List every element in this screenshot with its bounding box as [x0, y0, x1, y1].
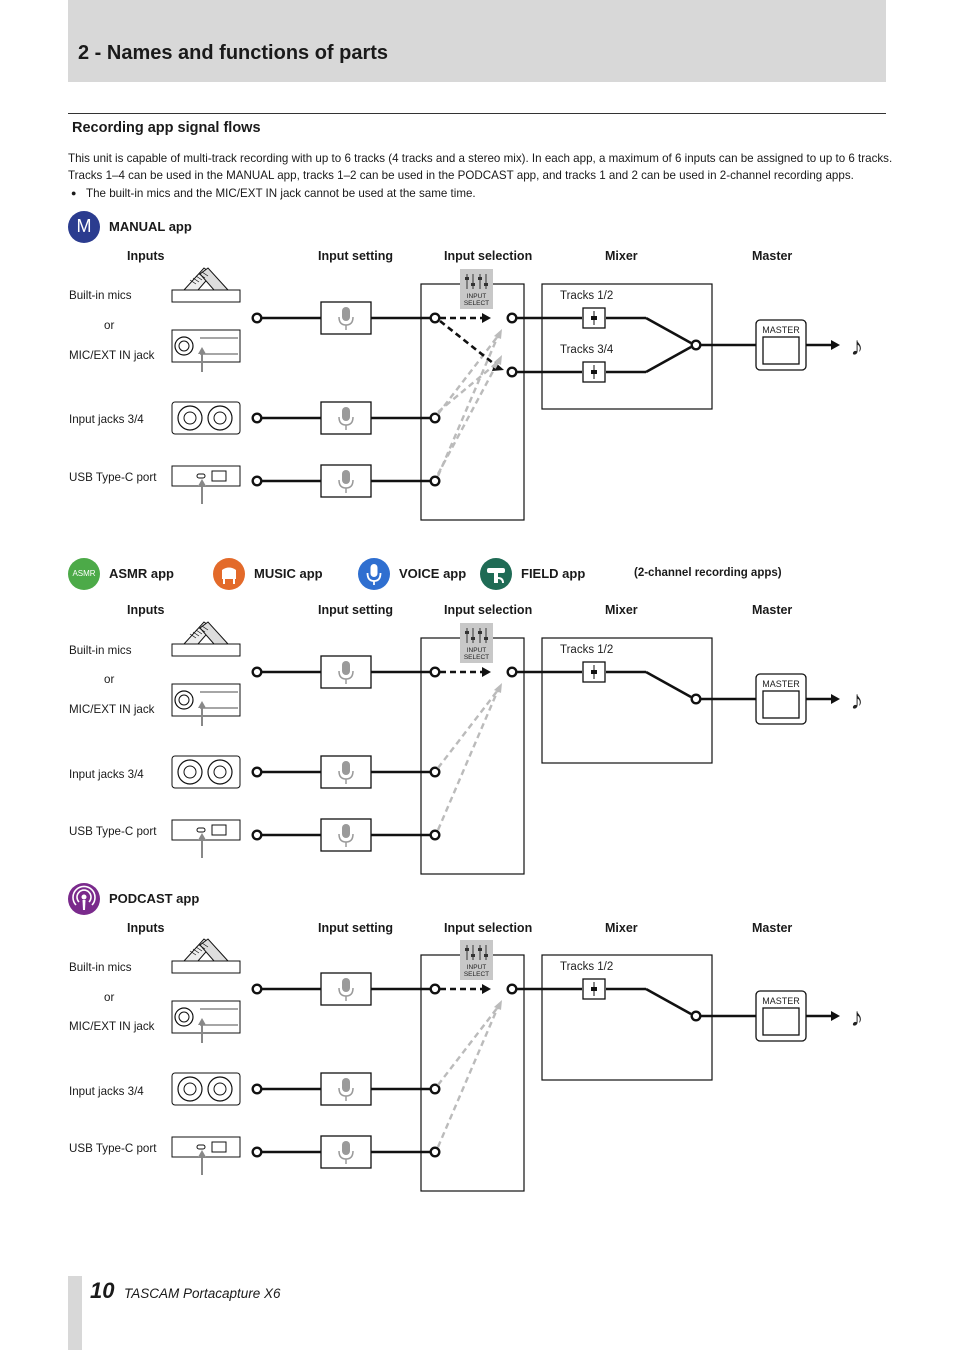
- fader-knob: [591, 370, 597, 374]
- m-glyph: M: [76, 216, 92, 236]
- col-mixer: Mixer: [605, 921, 638, 935]
- page-number: 10: [90, 1278, 115, 1303]
- label-builtin-mics: Built-in mics: [69, 961, 132, 974]
- col-input-selection: Input selection: [444, 249, 533, 263]
- selection-node: [431, 768, 440, 777]
- master-display: [763, 691, 799, 718]
- device-builtin-mics: [172, 644, 240, 656]
- col-inputs: Inputs: [127, 603, 165, 617]
- input-setting-box: [321, 973, 371, 1005]
- xy-mic-capsule: [200, 939, 228, 961]
- asmr-glyph: ASMR: [72, 569, 96, 578]
- input-select-glyph: [471, 954, 475, 957]
- xy-mic-capsule: [200, 622, 228, 644]
- combo-jack-inner: [214, 412, 226, 424]
- col-master: Master: [752, 249, 793, 263]
- input-setting-box: [321, 1136, 371, 1168]
- selection-node: [431, 314, 440, 323]
- input-select-label: SELECT: [463, 971, 490, 978]
- label-or: or: [104, 991, 115, 1004]
- output-arrow: [831, 1011, 840, 1021]
- combo-jack-inner: [214, 766, 226, 778]
- intro-line-1: This unit is capable of multi-track recording with up to 6 tracks (4 tracks and a stereo mix). In each app, a maximum of 6 inputs can be assigned to up to 6 tracks.: [68, 152, 893, 165]
- manual-app-label: MANUAL app: [109, 219, 192, 234]
- fader-knob: [591, 670, 597, 674]
- field-app-label: FIELD app: [521, 566, 586, 581]
- selection-node: [431, 414, 440, 423]
- selection-node: [431, 477, 440, 486]
- selection-node: [431, 1085, 440, 1094]
- track-node: [508, 985, 517, 994]
- intro-bullet: ● The built-in mics and the MIC/EXT IN jack cannot be used at the same time.: [68, 185, 928, 202]
- label-input-jacks: Input jacks 3/4: [69, 768, 144, 781]
- mic-icon: [342, 470, 350, 484]
- label-input-jacks: Input jacks 3/4: [69, 1085, 144, 1098]
- mixer-box: [542, 955, 712, 1080]
- input-node: [253, 668, 262, 677]
- selection-node: [431, 831, 440, 840]
- podcast-app-label: PODCAST app: [109, 891, 200, 906]
- col-input-selection: Input selection: [444, 921, 533, 935]
- device-builtin-mics: [172, 290, 240, 302]
- output-arrow: [831, 340, 840, 350]
- mic-icon: [342, 661, 350, 675]
- input-node: [253, 768, 262, 777]
- mic-icon: [342, 978, 350, 992]
- intro-line-2: Tracks 1–4 can be used in the MANUAL app, tracks 1–2 can be used in the PODCAST app, and tracks 1 and 2 can be used in 2-channel recording apps.: [68, 169, 854, 183]
- mic-icon: [342, 307, 350, 321]
- tracks-1-2-label: Tracks 1/2: [560, 644, 614, 656]
- input-select-glyph: [478, 631, 482, 634]
- output-arrow: [831, 694, 840, 704]
- xy-mic-capsule: [200, 268, 228, 290]
- xlr-jack-inner: [179, 695, 189, 705]
- input-select-glyph: [484, 637, 488, 640]
- col-master: Master: [752, 603, 793, 617]
- col-mixer: Mixer: [605, 603, 638, 617]
- label-mic-ext-in: MIC/EXT IN jack: [69, 349, 155, 362]
- col-mixer: Mixer: [605, 249, 638, 263]
- master-display: [763, 1008, 799, 1035]
- input-select-label: INPUT: [466, 293, 487, 300]
- device-usb-port: [172, 466, 240, 486]
- master-label: MASTER: [762, 996, 800, 1006]
- input-setting-box: [321, 819, 371, 851]
- selection-node: [431, 1148, 440, 1157]
- col-input-setting: Input setting: [318, 603, 393, 617]
- input-setting-box: [321, 756, 371, 788]
- col-input-selection: Input selection: [444, 603, 533, 617]
- mic-icon: [342, 407, 350, 421]
- device-usb-port: [172, 1137, 240, 1157]
- master-label: MASTER: [762, 325, 800, 335]
- mic-icon: [342, 1141, 350, 1155]
- label-usb: USB Type-C port: [69, 471, 157, 484]
- label-input-jacks: Input jacks 3/4: [69, 413, 144, 426]
- page-tab: [68, 1276, 82, 1350]
- input-select-glyph: [465, 631, 469, 634]
- tracks-1-2-label: Tracks 1/2: [560, 290, 614, 302]
- input-select-glyph: [484, 954, 488, 957]
- input-setting-box: [321, 1073, 371, 1105]
- input-select-label: SELECT: [463, 654, 490, 661]
- xlr-jack-inner: [179, 1012, 189, 1022]
- device-usb-port: [172, 820, 240, 840]
- input-node: [253, 831, 262, 840]
- mic-icon: [342, 1078, 350, 1092]
- master-display: [763, 337, 799, 364]
- combo-jack-inner: [214, 1083, 226, 1095]
- music-app-label: MUSIC app: [254, 566, 323, 581]
- label-or: or: [104, 319, 115, 332]
- music-note-icon: ♪: [850, 1002, 864, 1032]
- label-usb: USB Type-C port: [69, 825, 157, 838]
- device-builtin-mics: [172, 961, 240, 973]
- input-select-glyph: [484, 283, 488, 286]
- mic-icon: [342, 761, 350, 775]
- xlr-jack-inner: [179, 341, 189, 351]
- input-select-label: SELECT: [463, 300, 490, 307]
- mic-icon: [342, 824, 350, 838]
- input-select-glyph: [471, 283, 475, 286]
- track-node: [508, 314, 517, 323]
- fader-knob: [591, 316, 597, 320]
- tracks-3-4-label: Tracks 3/4: [560, 344, 614, 356]
- product-name: TASCAM Portacapture X6: [124, 1286, 281, 1301]
- input-node: [253, 477, 262, 486]
- label-usb: USB Type-C port: [69, 1142, 157, 1155]
- input-select-glyph: [465, 948, 469, 951]
- section-title: Recording app signal flows: [72, 120, 261, 136]
- col-master: Master: [752, 921, 793, 935]
- two-channel-note: (2-channel recording apps): [634, 567, 782, 579]
- music-note-icon: ♪: [850, 685, 864, 715]
- music-note-icon: ♪: [850, 331, 864, 361]
- usb-c-port: [197, 474, 205, 478]
- input-setting-box: [321, 465, 371, 497]
- selection-node: [431, 668, 440, 677]
- col-input-setting: Input setting: [318, 249, 393, 263]
- fader-knob: [591, 987, 597, 991]
- col-inputs: Inputs: [127, 249, 165, 263]
- col-inputs: Inputs: [127, 921, 165, 935]
- combo-jack-inner: [184, 412, 196, 424]
- input-node: [253, 314, 262, 323]
- sd-slot: [212, 471, 226, 481]
- input-node: [253, 414, 262, 423]
- input-select-label: INPUT: [466, 964, 487, 971]
- label-mic-ext-in: MIC/EXT IN jack: [69, 1020, 155, 1033]
- input-setting-box: [321, 402, 371, 434]
- input-setting-box: [321, 656, 371, 688]
- tracks-1-2-label: Tracks 1/2: [560, 961, 614, 973]
- input-select-glyph: [465, 277, 469, 280]
- input-select-glyph: [478, 948, 482, 951]
- mix-node: [692, 341, 701, 350]
- label-or: or: [104, 673, 115, 686]
- usb-c-port: [197, 828, 205, 832]
- usb-c-port: [197, 1145, 205, 1149]
- combo-jack-inner: [184, 766, 196, 778]
- input-select-glyph: [471, 637, 475, 640]
- sd-slot: [212, 1142, 226, 1152]
- chapter-title: 2 - Names and functions of parts: [78, 42, 389, 64]
- selection-node: [431, 985, 440, 994]
- input-node: [253, 985, 262, 994]
- input-node: [253, 1085, 262, 1094]
- track-node: [508, 368, 517, 377]
- mix-node: [692, 695, 701, 704]
- input-setting-box: [321, 302, 371, 334]
- master-label: MASTER: [762, 679, 800, 689]
- col-input-setting: Input setting: [318, 921, 393, 935]
- label-builtin-mics: Built-in mics: [69, 644, 132, 657]
- track-node: [508, 668, 517, 677]
- label-builtin-mics: Built-in mics: [69, 289, 132, 302]
- input-node: [253, 1148, 262, 1157]
- input-select-glyph: [478, 277, 482, 280]
- input-select-label: INPUT: [466, 647, 487, 654]
- mix-node: [692, 1012, 701, 1021]
- asmr-app-label: ASMR app: [109, 566, 174, 581]
- sd-slot: [212, 825, 226, 835]
- voice-app-label: VOICE app: [399, 566, 467, 581]
- combo-jack-inner: [184, 1083, 196, 1095]
- label-mic-ext-in: MIC/EXT IN jack: [69, 703, 155, 716]
- mixer-box: [542, 638, 712, 763]
